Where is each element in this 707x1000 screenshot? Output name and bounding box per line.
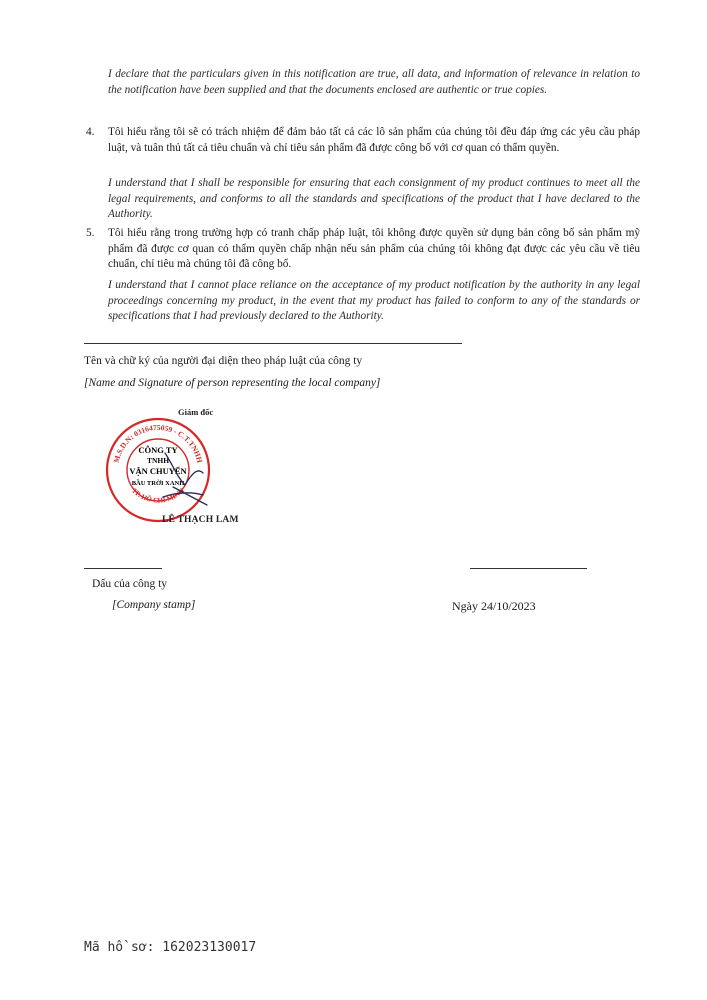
item-5-number: 5. xyxy=(86,227,95,239)
seal-line-2: TNHH xyxy=(146,456,170,465)
item-4-vietnamese: Tôi hiểu rằng tôi sẽ có trách nhiệm để đảm bảo tất cả các lô sản phẩm của chúng tôi đều đáp ứng các yêu cầu pháp luật, và tuân thủ tất cả tiêu chuẩn và chỉ tiêu sản phẩm đã được công bố với cơ quan có thẩm quyền. xyxy=(108,126,640,154)
item-4-number: 4. xyxy=(86,126,95,138)
signature-label-en: [Name and Signature of person representing the local company] xyxy=(84,377,381,389)
stamp-line xyxy=(84,568,162,569)
date-text: Ngày 24/10/2023 xyxy=(452,599,536,613)
seal-ring-text: M.S.D.N: 0316475059 - C.T.TNHH xyxy=(111,422,205,464)
file-code: Mã hồ sơ: 162023130017 xyxy=(84,940,257,955)
signature-line xyxy=(84,343,462,344)
signer-name: LÊ THẠCH LAM xyxy=(162,515,239,525)
seal-line-3: VẬN CHUYỂN xyxy=(129,466,187,476)
company-seal xyxy=(103,415,213,525)
signer-title: Giám đốc xyxy=(178,407,214,417)
item-5-english: I understand that I cannot place reliance on the acceptance of my product notification by the authority in any legal proceedings concerning my product, in the event that my product has failed to conform to any of the standards or specifications that I had previously declared to the Authority. xyxy=(108,279,640,322)
date-line xyxy=(470,568,587,569)
seal-ring-bottom: TP. HỒ CHÍ MINH xyxy=(130,486,186,505)
company-stamp-label-en: [Company stamp] xyxy=(112,599,196,611)
declaration-intro-en: I declare that the particulars given in this notification are true, all data, and information of relevance in relation to the notification have been supplied and that the documents enclosed are authentic or true copies. xyxy=(108,68,640,96)
company-seal-graphic xyxy=(103,415,213,525)
seal-line-1: CÔNG TY xyxy=(138,445,178,455)
seal-line-4: BẦU TRỜI XANH xyxy=(131,480,185,487)
signature-label-vn: Tên và chữ ký của người đại diện theo pháp luật của công ty xyxy=(84,355,363,367)
item-4-english: I understand that I shall be responsible for ensuring that each consignment of my product continues to meet all the legal requirements, and conforms to all the standards and specifications of the product that I have declared to the Authority. xyxy=(108,177,640,220)
company-stamp-label-vn: Dấu của công ty xyxy=(92,578,168,590)
item-5-vietnamese: Tôi hiểu rằng trong trường hợp có tranh chấp pháp luật, tôi không được quyền sử dụng bản công bố sản phẩm mỹ phẩm đã được cơ quan có thẩm quyền chấp nhận nếu sản phẩm của chúng tôi không đạt được các yêu cầu về tiêu chuẩn, chỉ tiêu mà chúng tôi đã công bố. xyxy=(108,227,640,270)
